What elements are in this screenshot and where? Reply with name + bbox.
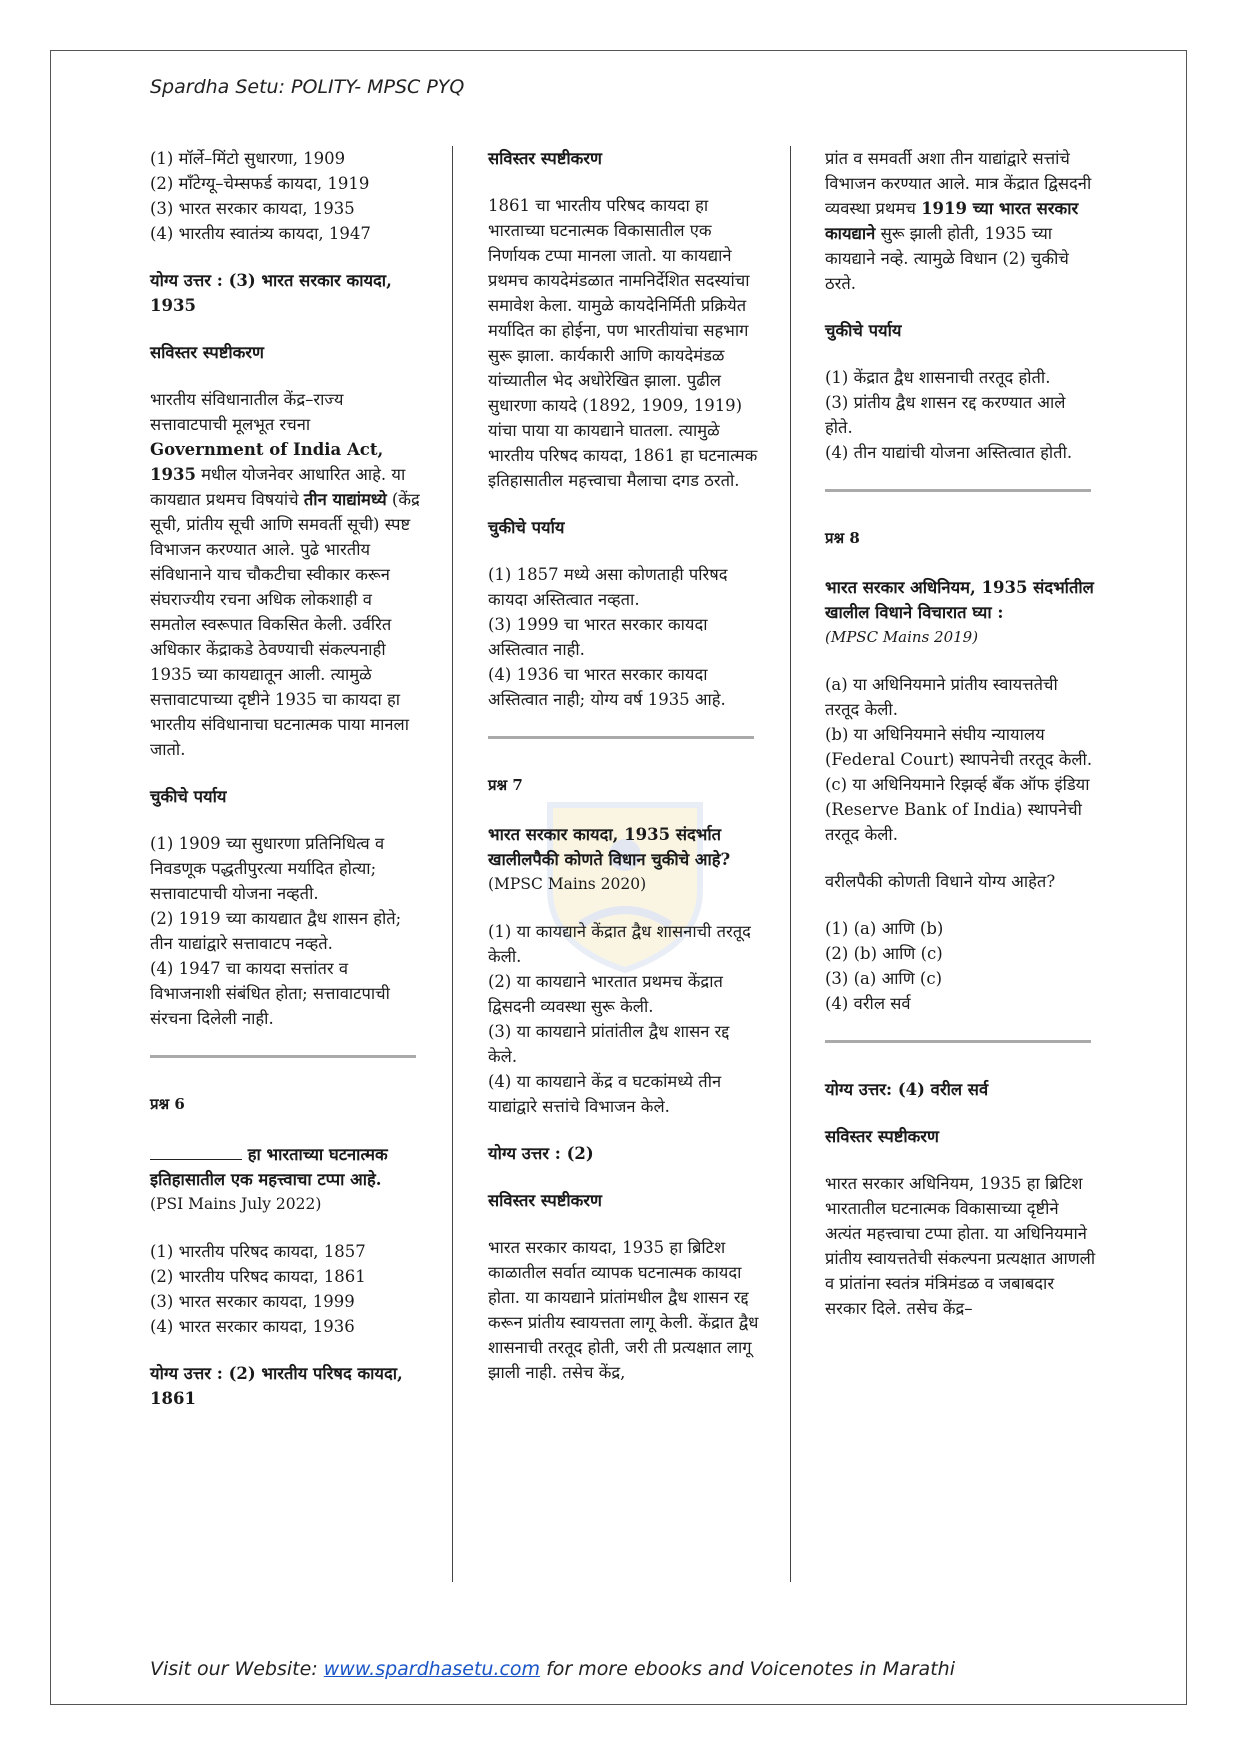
question-text: भारत सरकार अधिनियम, 1935 संदर्भातील खालील विधाने विचारात घ्या : xyxy=(825,578,1094,622)
option: (4) या कायद्याने केंद्र व घटकांमध्ये तीन याद्यांद्वारे सत्तांचे विभाजन केले. xyxy=(488,1072,722,1116)
wrong-option: (4) 1947 चा कायदा सत्तांतर व विभाजनाशी संबंधित होता; सत्तावाटपाची संरचना दिलेली नाही. xyxy=(150,959,390,1028)
wrong-option: (1) 1909 च्या सुधारणा प्रतिनिधित्व व निवडणूक पद्धतीपुरत्या मर्यादित होत्या; सत्तावाटपाची योजना नव्हती. xyxy=(150,834,385,903)
answer: योग्य उत्तर: (4) वरील सर्व xyxy=(825,1080,989,1099)
explanation-continued: प्रांत व समवर्ती अशा तीन याद्यांद्वारे सत्तांचे विभाजन करण्यात आले. मात्र केंद्रात द्विसदनी व्यवस्था प्रथमच 1919 च्या भारत सरकार कायद्याने सुरू झाली होती, 1935 च्या कायद्याने नव्हे. त्यामुळे विधान (2) चुकीचे ठरते. xyxy=(825,149,1092,293)
option: (4) वरील सर्व xyxy=(825,994,911,1013)
column-2 xyxy=(488,146,760,1385)
section-heading: सविस्तर स्पष्टीकरण xyxy=(150,343,264,362)
blank-line xyxy=(150,1141,242,1160)
page-header: Spardha Setu: POLITY- MPSC PYQ xyxy=(150,76,465,98)
option: (2) (b) आणि (c) xyxy=(825,944,943,963)
column-divider xyxy=(790,146,791,1582)
question-source: (MPSC Mains 2019) xyxy=(825,628,979,646)
explanation: 1861 चा भारतीय परिषद कायदा हा भारताच्या घटनात्मक विकासातील एक निर्णायक टप्पा मानला जातो. या कायद्याने प्रथमच कायदेमंडळात नामनिर्देशित सदस्यांचा समावेश केला. यामुळे कायदेनिर्मिती प्रक्रियेत मर्यादित का होईना, पण भारतीयांचा सहभाग सुरू झाला. कार्यकारी आणि कायदेमंडळ यांच्यातील भेद अधोरेखित झाला. पुढील सुधारणा कायदे (1892, 1909, 1919) यांचा पाया या कायद्याने घातला. त्यामुळे भारतीय परिषद कायदा, 1861 हा घटनात्मक इतिहासातील महत्त्वाचा मैलाचा दगड ठरतो. xyxy=(488,196,758,490)
option: (1) या कायद्याने केंद्रात द्वैध शासनाची तरतूद केली. xyxy=(488,922,751,966)
option: (2) मॉंटेग्यू–चेम्सफर्ड कायदा, 1919 xyxy=(150,174,370,193)
question-number: प्रश्न 6 xyxy=(150,1095,185,1113)
wrong-option: (3) प्रांतीय द्वैध शासन रद्द करण्यात आले होते. xyxy=(825,393,1066,437)
answer: योग्य उत्तर : (3) भारत सरकार कायदा, 1935 xyxy=(150,271,392,315)
answer: योग्य उत्तर : (2) भारतीय परिषद कायदा, 1861 xyxy=(150,1364,403,1408)
option: (2) या कायद्याने भारतात प्रथमच केंद्रात द्विसदनी व्यवस्था सुरू केली. xyxy=(488,972,723,1016)
option: (3) भारत सरकार कायदा, 1935 xyxy=(150,199,355,218)
wrong-option: (3) 1999 चा भारत सरकार कायदा अस्तित्वात नाही. xyxy=(488,615,708,659)
option: (4) भारत सरकार कायदा, 1936 xyxy=(150,1317,355,1336)
section-heading: चुकीचे पर्याय xyxy=(825,321,902,340)
option: (2) भारतीय परिषद कायदा, 1861 xyxy=(150,1267,366,1286)
page-footer: Visit our Website: www.spardhasetu.com for more ebooks and Voicenotes in Marathi xyxy=(150,1658,955,1680)
wrong-options xyxy=(488,562,760,712)
section-heading: सविस्तर स्पष्टीकरण xyxy=(825,1127,939,1146)
option: (1) भारतीय परिषद कायदा, 1857 xyxy=(150,1242,366,1261)
question-source: (PSI Mains July 2022) xyxy=(150,1195,322,1213)
section-heading: चुकीचे पर्याय xyxy=(150,787,227,806)
wrong-option: (1) 1857 मध्ये असा कोणताही परिषद कायदा अस्तित्वात नव्हता. xyxy=(488,565,728,609)
statement: (a) या अधिनियमाने प्रांतीय स्वायत्ततेची तरतूद केली. xyxy=(825,675,1058,719)
explanation: भारतीय संविधानातील केंद्र–राज्य सत्तावाटपाची मूलभूत रचना Government of India Act, 1935 मधील योजनेवर आधारित आहे. या कायद्यात प्रथमच विषयांचे तीन याद्यांमध्ये (केंद्र सूची, प्रांतीय सूची आणि समवर्ती सूची) स्पष्ट विभाजन करण्यात आले. पुढे भारतीय संविधानाने याच चौकटीचा स्वीकार करून संघराज्यीय रचना अधिक लोकशाही व समतोल स्वरूपात विकसित केली. उर्वरित अधिकार केंद्राकडे ठेवण्याची संकल्पनाही 1935 च्या कायद्यातून आली. त्यामुळे सत्तावाटपाच्या दृष्टीने 1935 चा कायदा हा भारतीय संविधानाचा घटनात्मक पाया मानला जातो. xyxy=(150,390,420,759)
wrong-option: (2) 1919 च्या कायद्यात द्वैध शासन होते; तीन याद्यांद्वारे सत्तावाटप नव्हते. xyxy=(150,909,402,953)
column-divider xyxy=(452,146,453,1582)
option: (3) भारत सरकार कायदा, 1999 xyxy=(150,1292,355,1311)
divider xyxy=(150,1055,416,1058)
divider xyxy=(825,1040,1091,1043)
wrong-options xyxy=(825,365,1097,465)
section-heading: सविस्तर स्पष्टीकरण xyxy=(488,1191,602,1210)
option: (4) भारतीय स्वातंत्र्य कायदा, 1947 xyxy=(150,224,371,243)
option: (1) (a) आणि (b) xyxy=(825,919,944,938)
question-prompt: वरीलपैकी कोणती विधाने योग्य आहेत? xyxy=(825,872,1056,891)
column-1 xyxy=(150,146,422,1433)
wrong-option: (4) तीन याद्यांची योजना अस्तित्वात होती. xyxy=(825,443,1073,462)
explanation: भारत सरकार अधिनियम, 1935 हा ब्रिटिश भारतातील घटनात्मक विकासाच्या दृष्टीने अत्यंत महत्त्वाचा टप्पा होता. या अधिनियमाने प्रांतीय स्वायत्ततेची संकल्पना प्रत्यक्षात आणली व प्रांतांना स्वतंत्र मंत्रिमंडळ व जबाबदार सरकार दिले. तसेच केंद्र– xyxy=(825,1174,1096,1318)
statement: (c) या अधिनियमाने रिझर्व्ह बँक ऑफ इंडिया (Reserve Bank of India) स्थापनेची तरतूद केली. xyxy=(825,775,1090,844)
explanation: भारत सरकार कायदा, 1935 हा ब्रिटिश काळातील सर्वात व्यापक घटनात्मक कायदा होता. या कायद्याने प्रांतांमधील द्वैध शासन रद्द करून प्रांतीय स्वायत्तता लागू केली. केंद्रात द्वैध शासनाची तरतूद होती, जरी ती प्रत्यक्षात लागू झाली नाही. तसेच केंद्र, xyxy=(488,1238,759,1382)
option: (3) (a) आणि (c) xyxy=(825,969,943,988)
question-number: प्रश्न 7 xyxy=(488,776,523,794)
question-source: (MPSC Mains 2020) xyxy=(488,875,647,893)
option: (1) मॉर्ले–मिंटो सुधारणा, 1909 xyxy=(150,149,346,168)
website-link[interactable]: www.spardhasetu.com xyxy=(323,1658,541,1680)
wrong-option: (4) 1936 चा भारत सरकार कायदा अस्तित्वात नाही; योग्य वर्ष 1935 आहे. xyxy=(488,665,726,709)
answer: योग्य उत्तर : (2) xyxy=(488,1144,594,1163)
statement: (b) या अधिनियमाने संघीय न्यायालय (Federal Court) स्थापनेची तरतूद केली. xyxy=(825,725,1093,769)
question-number: प्रश्न 8 xyxy=(825,529,860,547)
question-text: भारत सरकार कायदा, 1935 संदर्भात खालीलपैकी कोणते विधान चुकीचे आहे? xyxy=(488,825,731,869)
q7-options xyxy=(488,919,760,1119)
section-heading: चुकीचे पर्याय xyxy=(488,518,565,537)
q8-options xyxy=(825,916,1097,1016)
divider xyxy=(488,736,754,739)
column-3 xyxy=(825,146,1097,1321)
q6-options xyxy=(150,1239,422,1339)
wrong-options xyxy=(150,831,422,1031)
q8-statements xyxy=(825,672,1097,847)
option: (3) या कायद्याने प्रांतांतील द्वैध शासन रद्द केले. xyxy=(488,1022,730,1066)
wrong-option: (1) केंद्रात द्वैध शासनाची तरतूद होती. xyxy=(825,368,1051,387)
question-text: हा भारताच्या घटनात्मक इतिहासातील एक महत्त्वाचा टप्पा आहे. xyxy=(150,1141,422,1192)
section-heading: सविस्तर स्पष्टीकरण xyxy=(488,149,602,168)
q5-options xyxy=(150,146,422,246)
divider xyxy=(825,489,1091,492)
